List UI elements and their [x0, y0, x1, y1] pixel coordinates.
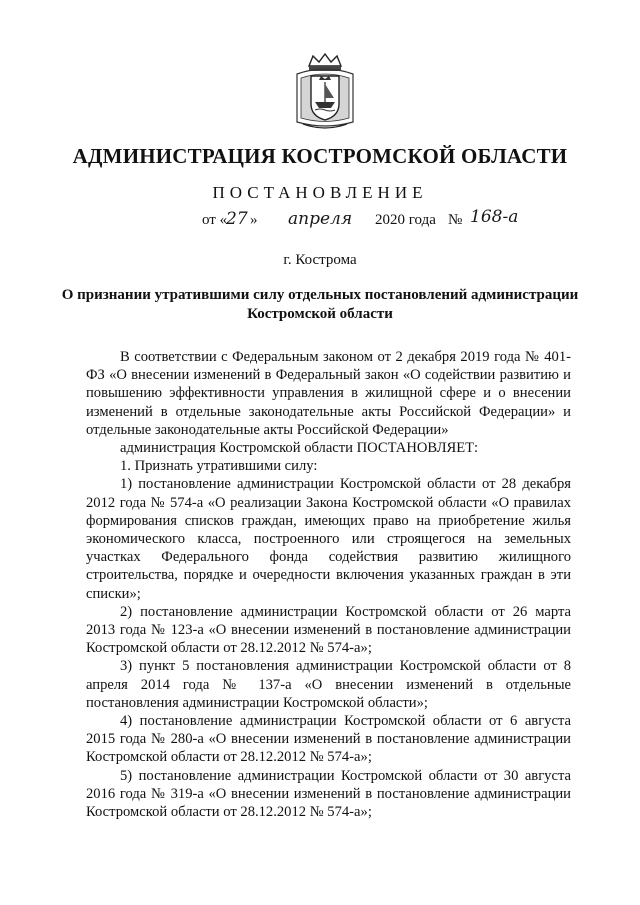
date-mid: » — [250, 212, 258, 228]
organization-name: АДМИНИСТРАЦИЯ КОСТРОМСКОЙ ОБЛАСТИ — [72, 144, 568, 168]
date-prefix: от « — [202, 212, 228, 228]
document-type: ПОСТАНОВЛЕНИЕ — [212, 183, 428, 202]
paragraph-preamble: В соответствии с Федеральным законом от 2 декабря 2019 года № 401-ФЗ «О внесении изменений в Федеральный закон «О содействии развитию и повышению эффективности управления в жилищной сфере и о внесении изменений в отдельные законодательные акты Российской Федерации» и отдельные законодательные акты Российской Федерации» — [86, 349, 571, 438]
paragraph-subitem-4: 4) постановление администрации Костромской области от 6 августа 2015 года № 280-а «О внесении изменений в постановление администрации Костромской области от 28.12.2012 № 574-а»; — [86, 713, 571, 766]
handwritten-day: 27 — [226, 209, 248, 229]
paragraph-item-1: 1. Признать утратившими силу: — [120, 458, 318, 475]
kostroma-coat-of-arms-icon — [293, 52, 357, 132]
paragraph-subitem-5: 5) постановление администрации Костромской области от 30 августа 2016 года № 319-а «О внесении изменений в постановление администрации Костромской области от 28.12.2012 № 574-а»; — [86, 767, 571, 821]
document-body — [86, 348, 571, 821]
paragraph-resolves: администрация Костромской области ПОСТАНОВЛЯЕТ: — [120, 440, 479, 457]
paragraph-subitem-2: 2) постановление администрации Костромской области от 26 марта 2013 года № 123-а «О внесении изменений в постановление администрации Костромской области от 28.12.2012 № 574-а»; — [86, 603, 571, 657]
paragraph-subitem-1: 1) постановление администрации Костромской области от 28 декабря 2012 года № 574-а «О реализации Закона Костромской области «О правилах формирования списков граждан, имеющих право на приобретение жилья экономического класса, построенного или строящегося на земельных участках Федерального фонда содействия развитию жилищного строительства, порядке и очередности включения указанных граждан в эти списки»; — [86, 476, 571, 602]
city: г. Кострома — [283, 252, 357, 268]
handwritten-month: апреля — [288, 209, 353, 229]
paragraph-subitem-3: 3) пункт 5 постановления администрации Костромской области от 8 апреля 2014 года № 137-а «О внесении изменений в отдельные постановления администрации Костромской области»; — [86, 658, 571, 711]
document-title: О признании утратившими силу отдельных постановлений администрации Костромской области — [61, 287, 579, 322]
number-sign: № — [448, 212, 463, 228]
date-line — [0, 207, 640, 240]
date-year: 2020 года — [375, 212, 436, 228]
handwritten-number: 168-а — [470, 207, 519, 227]
